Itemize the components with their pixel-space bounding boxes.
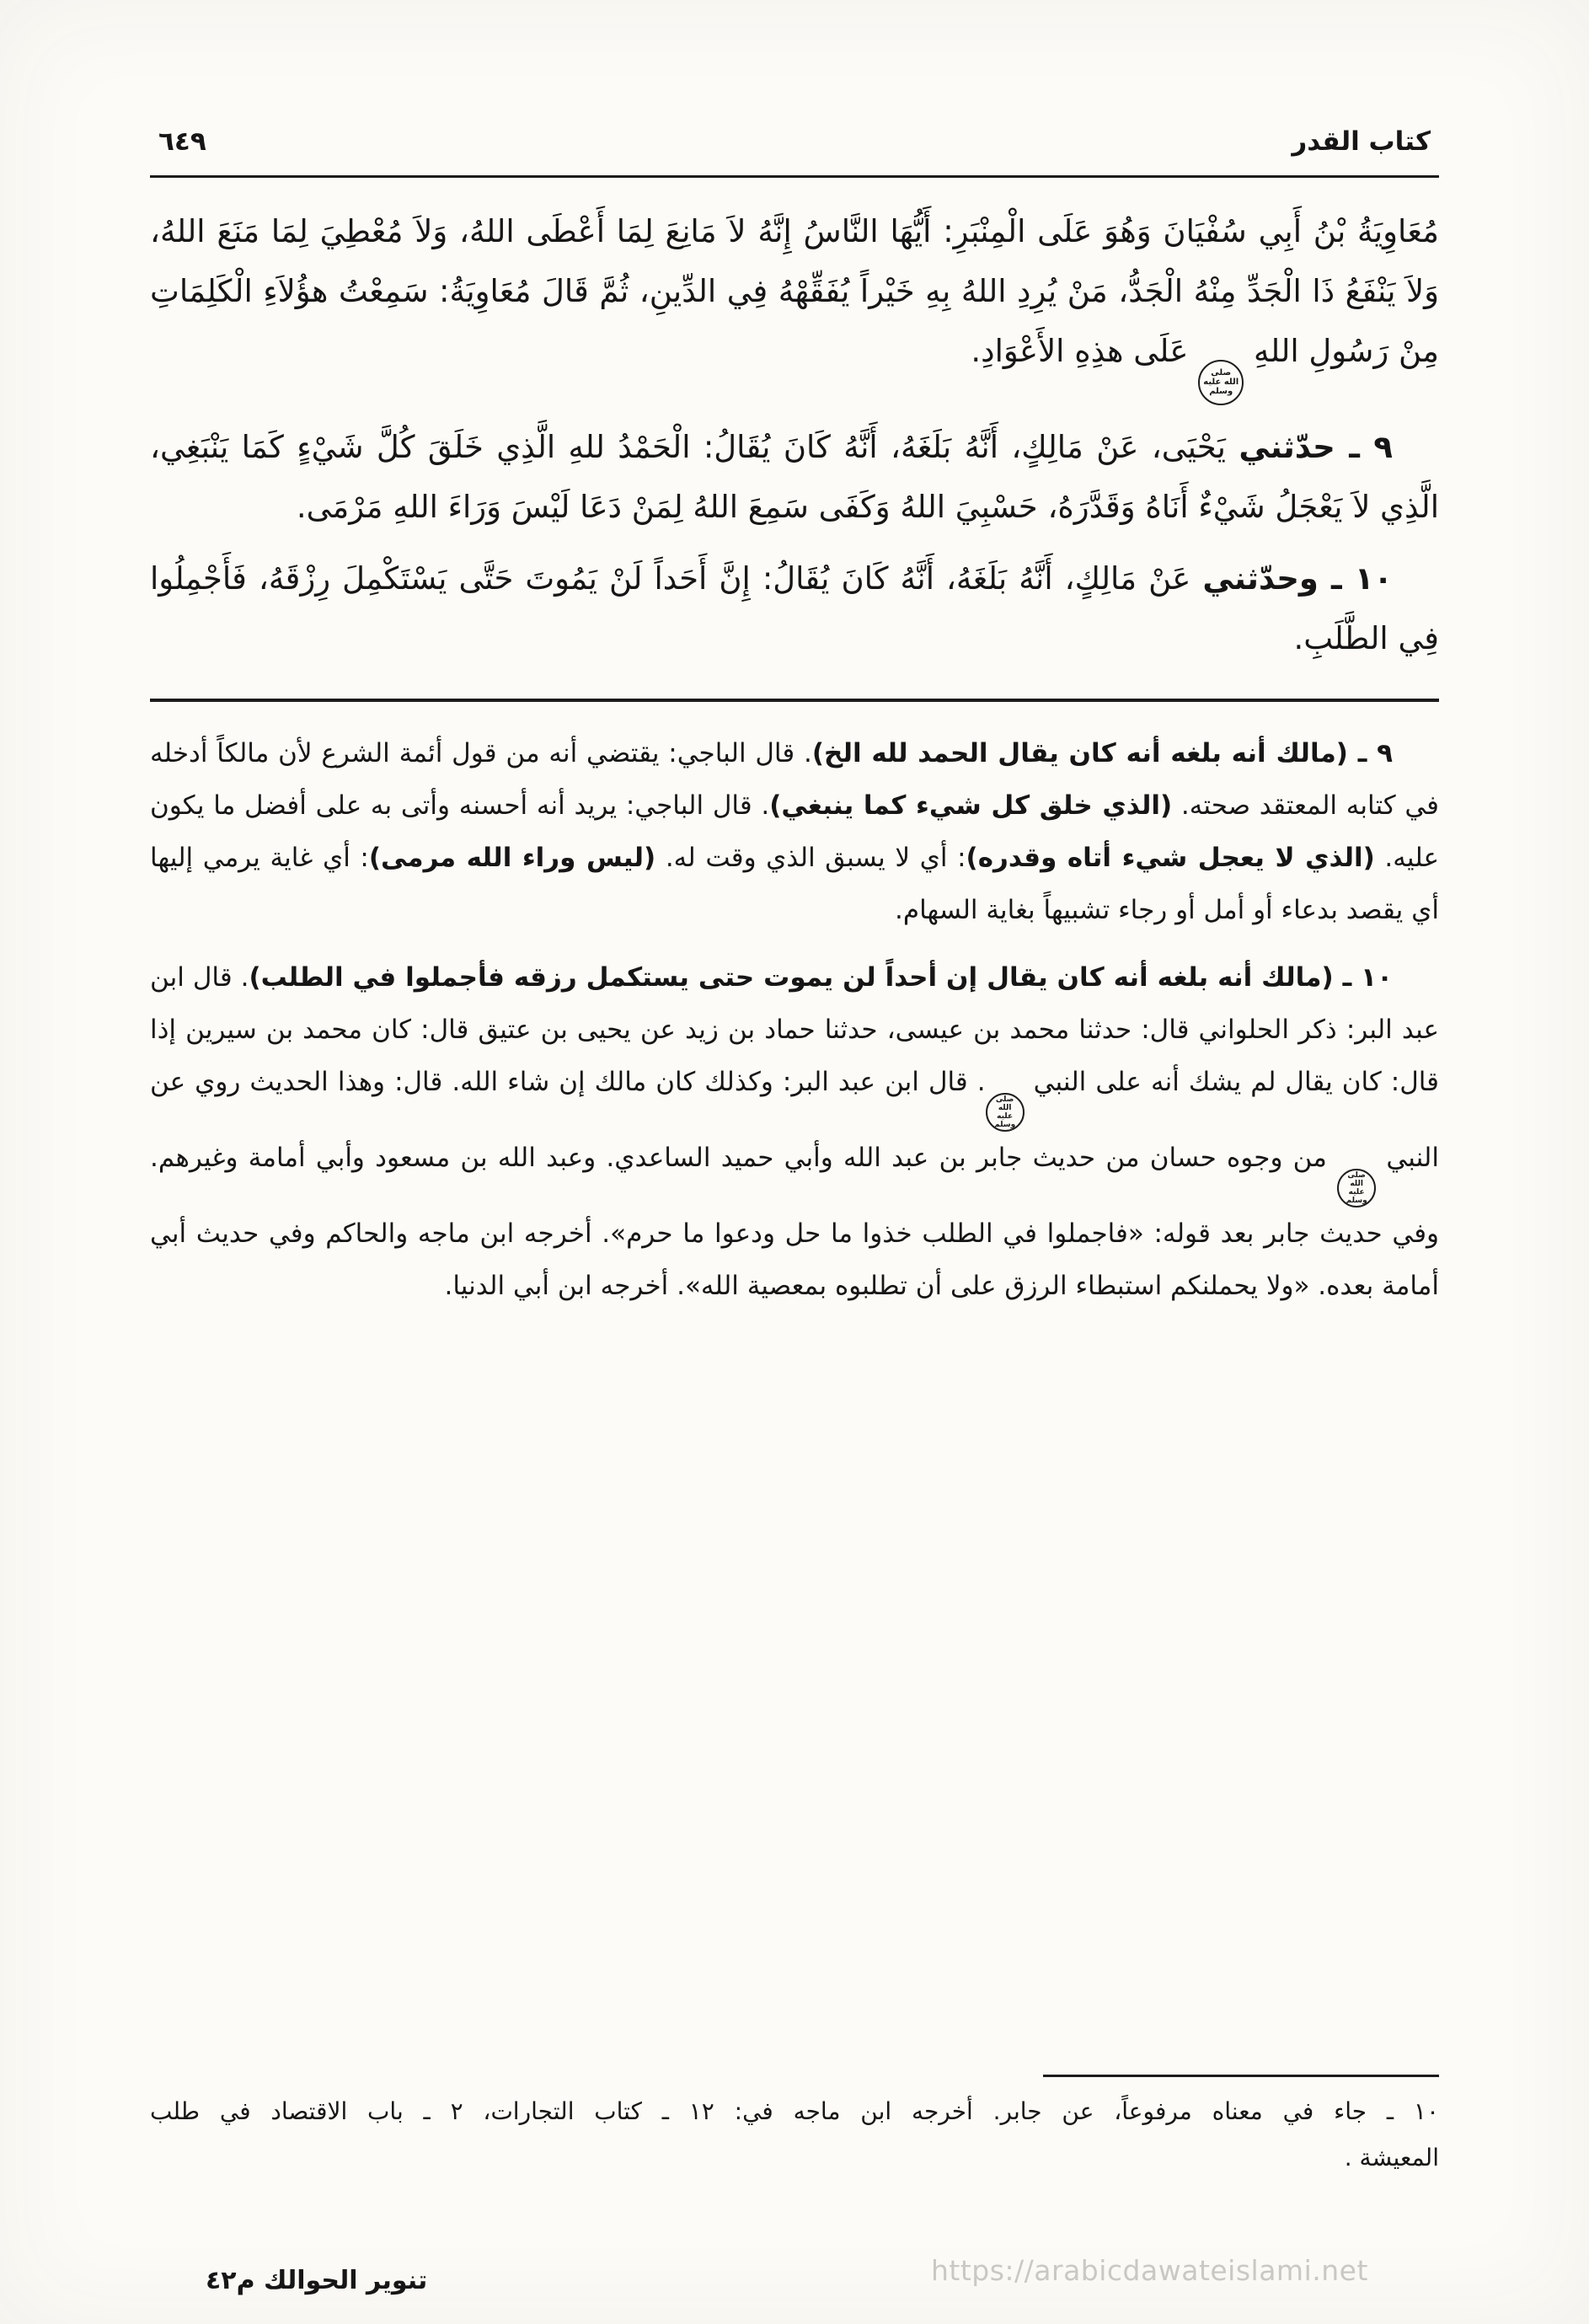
- text-segment: (ليس وراء الله مرمى): [368, 842, 656, 873]
- footnote-line-2: المعيشة .: [1344, 2143, 1439, 2171]
- pbuh-seal: صلى الله عليه وسلم: [1337, 1169, 1376, 1208]
- page-header: [150, 126, 1439, 157]
- text-segment: . قال ابن عبد البر: ذكر الحلواني قال: حدثنا محمد بن عيسى، حدثنا حماد بن زيد عن يحيى بن عتيق قال: كان محمد بن سيرين إذا قال: كان يقال لم يشك أنه على النبي: [150, 961, 1439, 1097]
- commentary-divider-rule: [150, 699, 1439, 702]
- commentary-9-paragraph: [150, 727, 1439, 936]
- pbuh-seal: صلى الله عليه وسلم: [986, 1093, 1025, 1132]
- text-segment: ١٠ ـ وحدّثني: [1202, 560, 1393, 597]
- text-segment: ٩ ـ (مالك أنه بلغه أنه كان يقال الحمد لله الخ): [811, 737, 1393, 768]
- page-number: ٦٤٩: [158, 126, 206, 157]
- text-segment: عَنْ مَالِكٍ، أَنَّهُ بَلَغَهُ، أَنَّهُ كَانَ يُقَالُ: إِنَّ أَحَداً لَنْ يَمُوتَ حَتَّى يَسْتَكْمِلَ رِزْقَهُ، فَأَجْمِلُوا فِي الطَّلَبِ.: [150, 560, 1439, 656]
- commentary-10-paragraph: [150, 951, 1439, 1312]
- text-segment: . قال الباجي: يريد أنه أحسنه وأتى به على أفضل ما يكون عليه.: [150, 790, 1439, 873]
- header-rule: [150, 175, 1439, 178]
- footnote-line-1: ١٠ ـ جاء في معناه مرفوعاً، عن جابر. أخرجه ابن ماجه في: ١٢ ـ كتاب التجارات، ٢ ـ باب الاقتصاد في طلب: [150, 2097, 1439, 2125]
- text-segment: ١٠ ـ (مالك أنه بلغه أنه كان يقال إن أحداً لن يموت حتى يستكمل رزقه فأجملوا في الطلب): [249, 961, 1393, 993]
- commentary-section: [150, 727, 1439, 1312]
- text-segment: . قال الباجي: يقتضي أنه من قول أئمة الشرع لأن مالكاً أدخله في كتابه المعتقد صحته.: [150, 737, 1439, 821]
- hadith-9-paragraph: [150, 417, 1439, 537]
- watermark-url: https://arabicdawateislami.net: [931, 2254, 1368, 2287]
- text-segment: (الذي خلق كل شيء كما ينبغي): [769, 790, 1173, 821]
- text-segment: . قال ابن عبد البر: وكذلك كان مالك إن شاء الله. قال: وهذا الحديث روي عن النبي: [150, 1066, 1439, 1174]
- hadith-text-section: [150, 201, 1439, 668]
- text-segment: : أي لا يسبق الذي وقت له.: [655, 842, 966, 873]
- text-segment: مُعَاوِيَةُ بْنُ أَبِي سُفْيَانَ وَهُوَ عَلَى الْمِنْبَرِ: أَيُّهَا النَّاسُ إِنَّهُ لاَ مَانِعَ لِمَا أَعْطَى اللهُ، وَلاَ مُعْطِيَ لِمَا مَنَعَ اللهُ، وَلاَ يَنْفَعُ ذَا الْجَدِّ مِنْهُ الْجَدُّ، مَنْ يُرِدِ اللهُ بِهِ خَيْراً يُفَقِّهْهُ فِي الدِّينِ، ثُمَّ قَالَ مُعَاوِيَةُ: سَمِعْتُ هؤُلاَءِ الْكَلِمَاتِ مِنْ رَسُولِ اللهِ: [150, 213, 1439, 370]
- text-segment: من وجوه حسان من حديث جابر بن عبد الله وأبي حميد الساعدي. وعبد الله بن مسعود وأبي أمامة وغيرهم. وفي حديث جابر بعد قوله: «فاجملوا في الطلب خذوا ما حل ودعوا ما حرم». أخرجه ابن ماجه والحاكم وفي حديث أبي أمامة بعده. «ولا يحملنكم استبطاء الرزق على أن تطلبوه بمعصية الله». أخرجه ابن أبي الدنيا.: [150, 1143, 1439, 1302]
- footnote-rule: [1043, 2075, 1439, 2077]
- book-signature: تنوير الحوالك م٤٢: [206, 2266, 428, 2295]
- text-segment: عَلَى هذِهِ الأَعْوَادِ.: [971, 333, 1199, 370]
- hadith-10-paragraph: [150, 549, 1439, 668]
- hadith-continuation-paragraph: [150, 201, 1439, 405]
- chapter-title: كتاب القدر: [1292, 126, 1431, 157]
- text-segment: : أي غاية يرمي إليها أي يقصد بدعاء أو أمل أو رجاء تشبيهاً بغاية السهام.: [150, 842, 1439, 925]
- text-segment: يَحْيَى، عَنْ مَالِكٍ، أَنَّهُ بَلَغَهُ، أَنَّهُ كَانَ يُقَالُ: الْحَمْدُ للهِ الَّذِي خَلَقَ كُلَّ شَيْءٍ كَمَا يَنْبَغِي، الَّذِي لاَ يَعْجَلُ شَيْءٌ أَنَاهُ وَقَدَّرَهُ، حَسْبِيَ اللهُ وَكَفَى سَمِعَ اللهُ لِمَنْ دَعَا لَيْسَ وَرَاءَ اللهِ مَرْمَى.: [150, 428, 1439, 525]
- footnote-section: [150, 2075, 1439, 2181]
- text-segment: ٩ ـ حدّثني: [1239, 428, 1393, 465]
- text-segment: (الذي لا يعجل شيء أتاه وقدره): [966, 842, 1375, 873]
- page-content: [150, 126, 1439, 1327]
- pbuh-seal: صلى الله عليه وسلم: [1198, 360, 1244, 405]
